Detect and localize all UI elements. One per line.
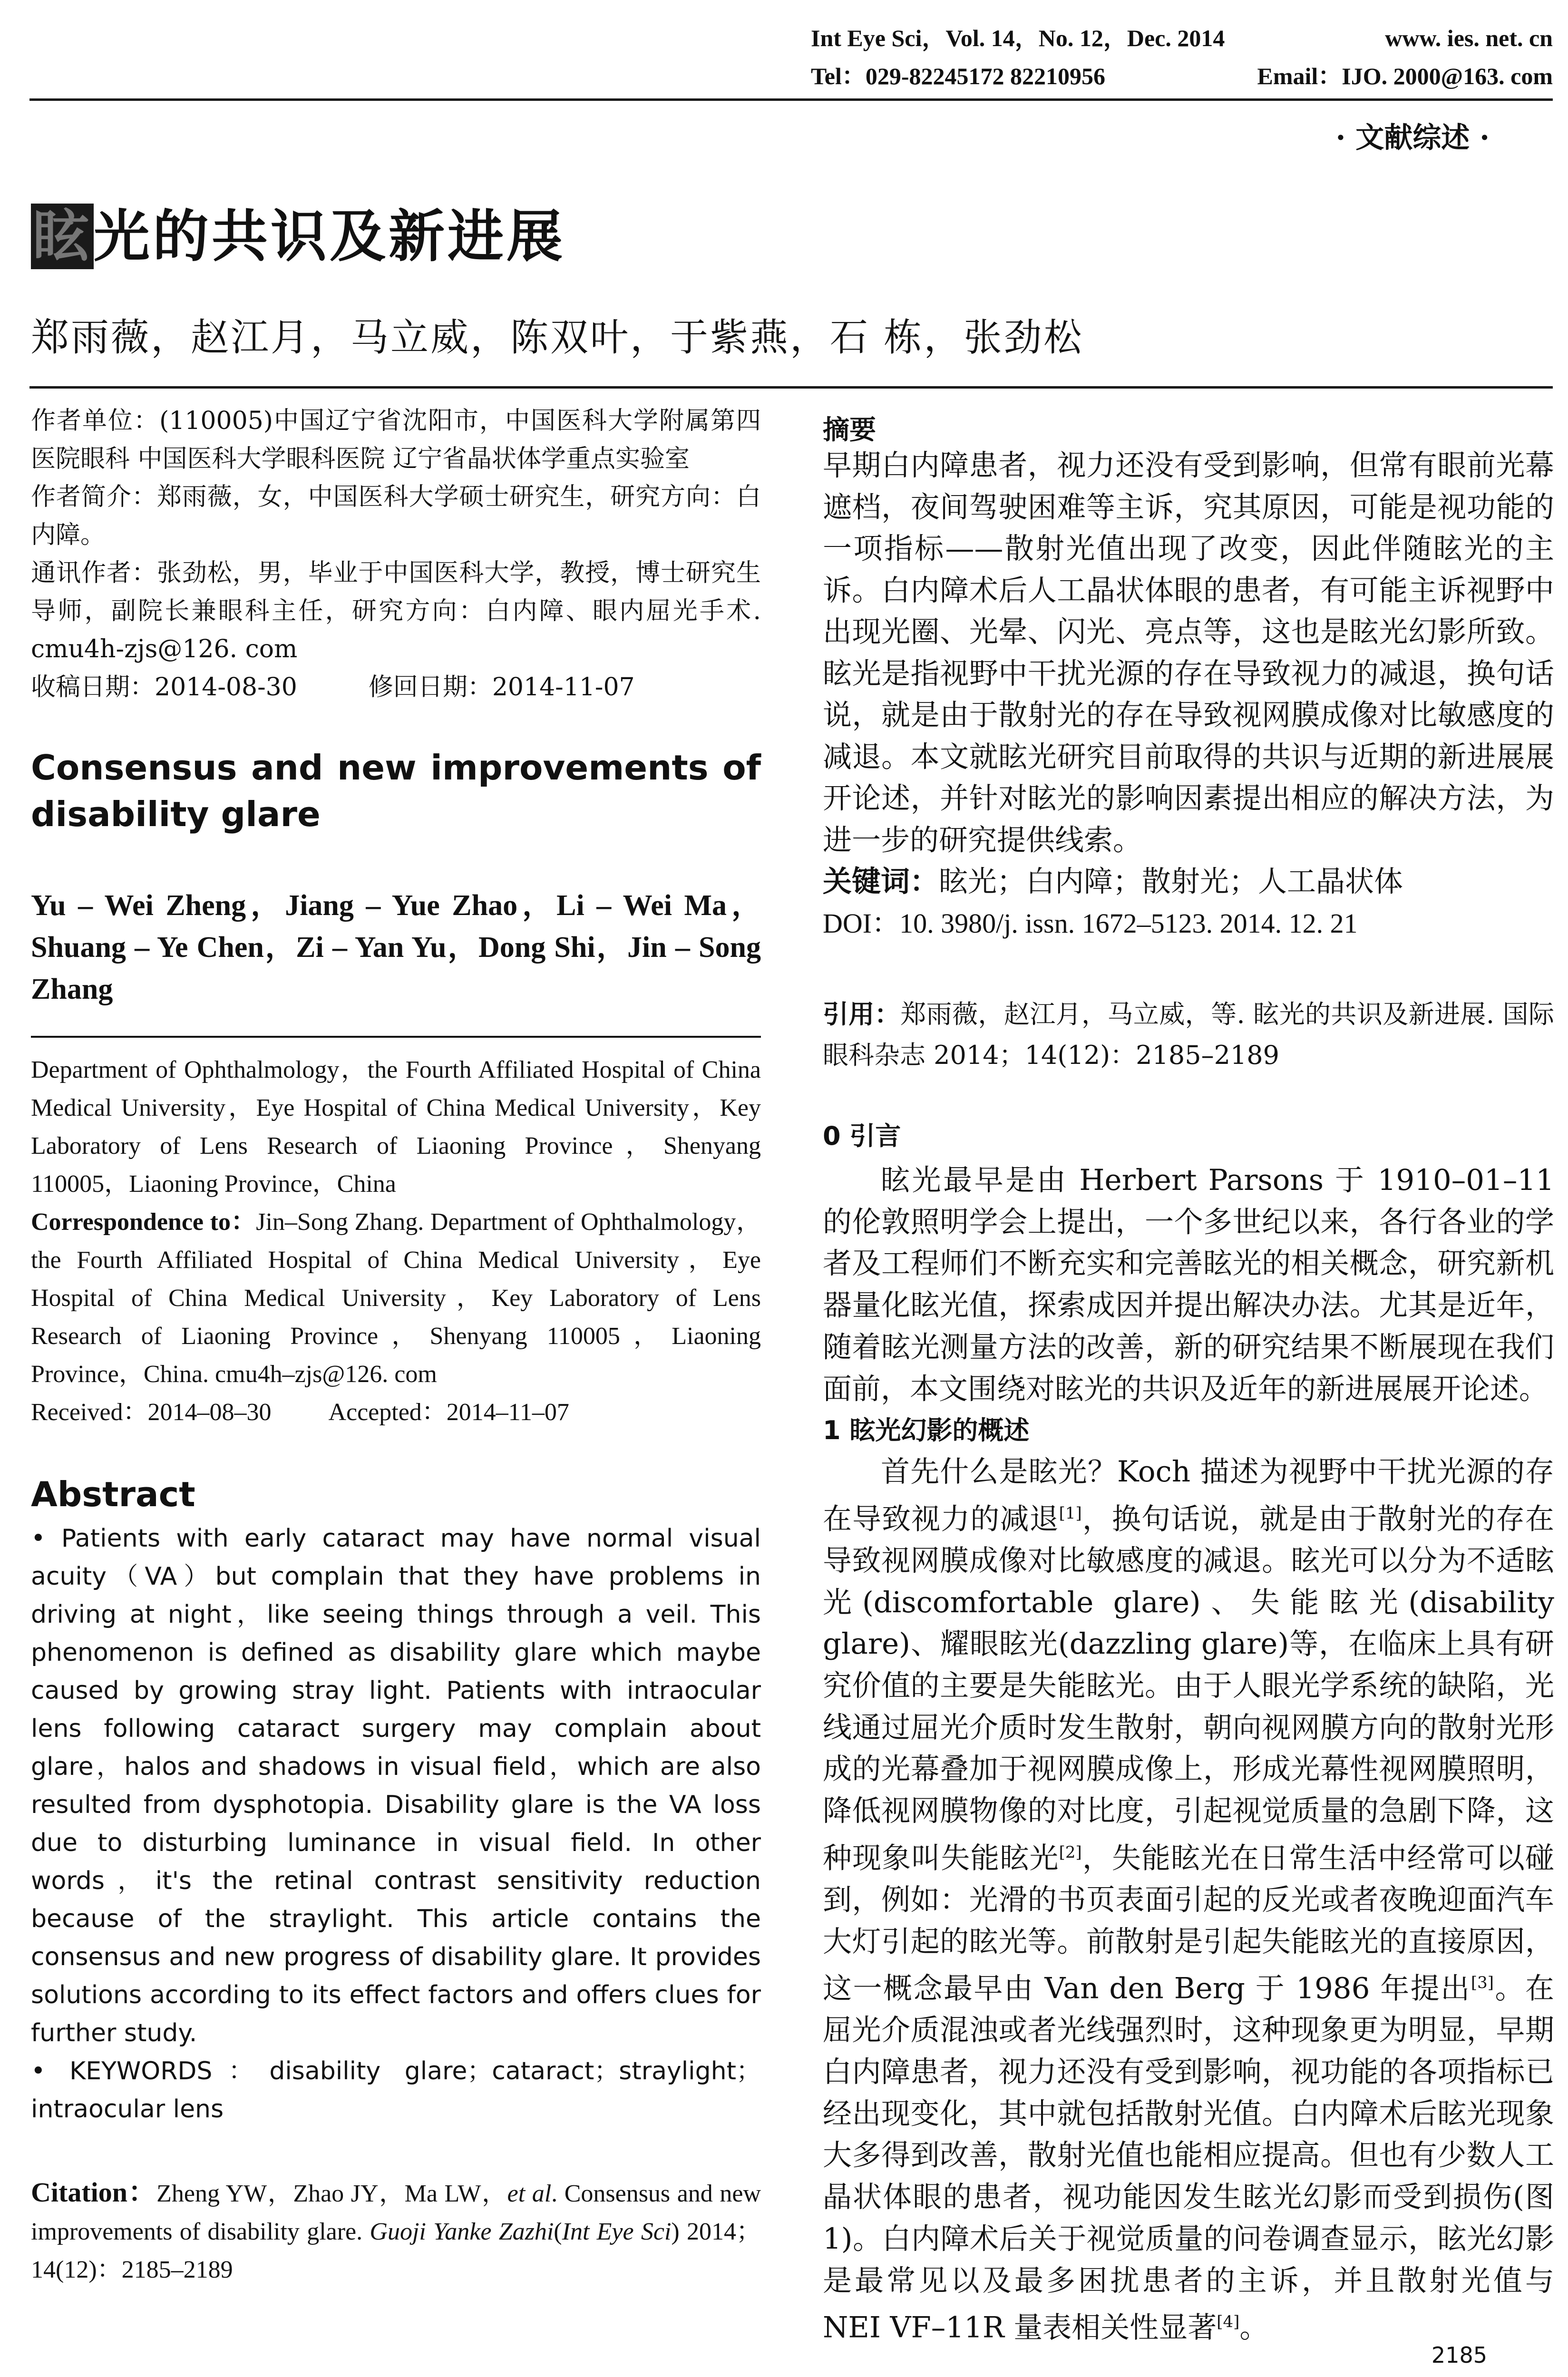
- citation-journal-abbr: Int Eye Sci: [562, 2218, 672, 2245]
- received-date-cn: 收稿日期：2014-08-30: [31, 673, 297, 701]
- revised-date-cn: 修回日期：2014-11-07: [368, 673, 635, 701]
- section-1-part-a: 首先什么是眩光？Koch 描述为视野中干扰光源的存在导致视力的减退: [823, 1455, 1554, 1536]
- authors-cn: 郑雨薇，赵江月，马立威，陈双叶，于紫燕，石 栋，张劲松: [31, 315, 1084, 360]
- abstract-text: • Patients with early cataract may have normal visual acuity（VA）but complain that they have problems in driving at night，like seeing things through a veil. This phenomenon is defined as disability glare which maybe caused by growing stray light. Patients with intraocular lens following cataract surgery may complain about glare，halos and shadows in visual field，which are also resulted from dysphotopia. Disability glare is the VA loss due to disturbing luminance in visual field. In other words，it's the retinal contrast sensitivity reduction because of the straylight. This article contains the consensus and new progress of disability glare. It provides solutions according to its effect factors and offers clues for further study.: [31, 1524, 761, 2047]
- section-1-text: [823, 1451, 1554, 2348]
- author-info-cn: [31, 402, 761, 706]
- citation-journal: Guoji Yanke Zazhi: [370, 2218, 554, 2245]
- section-1-part-d: 。在屈光介质混浊或者光线强烈时，这种现象更为明显，早期白内障患者，视力还没有受到影响，视功能的各项指标已经出现变化，其中就包括散射光值。白内障术后眩光现象大多得到改善，散射光值也能相应提高。但也有少数人工晶状体眼的患者，视功能因发生眩光幻影而受到损伤(图 1)。白内障术后关于视觉质量的问卷调查显示，眩光幻影是最常见以及最多困扰患者的主诉，并且散射光值与 NEI VF–11R 量表相关性显著: [823, 1971, 1554, 2345]
- citation-cn-text: 郑雨薇，赵江月，马立威，等. 眩光的共识及新进展. 国际眼科杂志 2014；14(12)：2185–2189: [823, 999, 1554, 1070]
- author-bio: 作者简介：郑雨薇，女，中国医科大学硕士研究生，研究方向：白内障。: [31, 483, 761, 549]
- section-0-heading: 0 引言: [823, 1121, 901, 1151]
- citation-label: Citation：: [31, 2177, 157, 2208]
- citation-etal: et al: [507, 2180, 552, 2207]
- accepted-date-en: Accepted：2014–11–07: [328, 1399, 569, 1426]
- dates-cn: [31, 668, 761, 706]
- keywords-cn-label: 关键词：: [823, 865, 939, 898]
- dates-en: [31, 1393, 761, 1432]
- ref-4[interactable]: [4]: [1217, 2312, 1240, 2332]
- abstract-cn: [823, 445, 1554, 944]
- english-authors-rule: [31, 1036, 761, 1038]
- section-0-text: 眩光最早是由 Herbert Parsons 于 1910–01–11 的伦敦照明学会上提出，一个多世纪以来，各行各业的学者及工程师们不断充实和完善眩光的相关概念，研究新机器量化眩光值，探索成因并提出解决办法。尤其是近年，随着眩光测量方法的改善，新的研究结果不断展现在我们面前，本文围绕对眩光的共识及近年的新进展展开论述。: [823, 1163, 1554, 1406]
- abstract-cn-heading: 摘要: [823, 415, 876, 446]
- title-first-char: 眩: [31, 204, 94, 269]
- abstract-heading: Abstract: [31, 1474, 195, 1514]
- doi[interactable]: DOI：10. 3980/j. issn. 1672–5123. 2014. 12. 21: [823, 907, 1358, 939]
- ref-3[interactable]: [3]: [1471, 1973, 1494, 1993]
- header-rule: [29, 98, 1553, 101]
- citation-title: . Consensus and new improvements of disability glare.: [31, 2180, 761, 2245]
- journal-tel: Tel：029-82245172 82210956: [811, 63, 1105, 89]
- correspondence: [31, 1203, 761, 1393]
- journal-email[interactable]: Email：IJO. 2000@163. com: [1257, 63, 1553, 89]
- page-number: 2185: [1431, 2342, 1487, 2368]
- section-1-heading: 1 眩光幻影的概述: [823, 1415, 1030, 1446]
- abstract-cn-text: 早期白内障患者，视力还没有受到影响，但常有眼前光幕遮档，夜间驾驶困难等主诉，究其原因，可能是视功能的一项指标——散射光值出现了改变，因此伴随眩光的主诉。白内障术后人工晶状体眼的患者，有可能主诉视野中出现光圈、光晕、闪光、亮点等，这也是眩光幻影所致。眩光是指视野中干扰光源的存在导致视力的减退，换句话说，就是由于散射光的存在导致视网膜成像对比敏感度的减退。本文就眩光研究目前取得的共识与近期的新进展展开论述，并针对眩光的影响因素提出相应的解决方法，为进一步的研究提供线索。: [823, 448, 1554, 857]
- section-1-part-b: ，换句话说，就是由于散射光的存在导致视网膜成像对比敏感度的减退。眩光可以分为不适眩光(discomfortable glare)、失能眩光(disability glare)、耀眼眩光(dazzling glare)等，在临床上具有研究价值的主要是失能眩光。由于人眼光学系统的缺陷，光线通过屈光介质时发生散射，朝向视网膜方向的散射光形成的光幕叠加于视网膜成像上，形成光幕性视网膜照明，降低视网膜物像的对比度，引起视觉质量的急剧下降，这种现象叫失能眩光: [823, 1502, 1554, 1875]
- citation-volume: 2014；14(12)：2185–2189: [31, 2218, 761, 2283]
- title-rule: [29, 386, 1553, 389]
- english-title: Consensus and new improvements of disability glare: [31, 748, 761, 834]
- citation-en: Citation：Zheng YW，Zhao JY，Ma LW，et al. Consensus and new improvements of disability glare. Guoji Yanke Zazhi(Int Eye Sci) 2014；14(12)：2185–2189: [31, 2177, 761, 2283]
- journal-website[interactable]: www. ies. net. cn: [1385, 25, 1553, 51]
- section-1-part-c: ，失能眩光在日常生活中经常可以碰到，例如：光滑的书页表面引起的反光或者夜晚迎面汽车大灯引起的眩光等。前散射是引起失能眩光的直接原因，这一概念最早由 Van den Berg 于 1986 年提出: [823, 1841, 1554, 2006]
- section-1-part-e: 。: [1239, 2310, 1269, 2345]
- keywords-cn-text: 眩光；白内障；散射光；人工晶状体: [939, 865, 1403, 898]
- body-cn: [823, 1115, 1554, 2348]
- citation-authors: Zheng YW，Zhao JY，Ma LW，: [156, 2180, 507, 2207]
- section-tag: · 文献综述 ·: [1335, 121, 1490, 155]
- ref-2[interactable]: [2]: [1059, 1842, 1082, 1862]
- correspondence-label: Correspondence to：: [31, 1208, 256, 1236]
- running-header: [811, 19, 1553, 95]
- english-affiliation-block: [31, 1051, 761, 1432]
- author-unit: 作者单位：(110005)中国辽宁省沈阳市，中国医科大学附属第四医院眼科 中国医科大学眼科医院 辽宁省晶状体学重点实验室: [31, 407, 761, 473]
- keywords-en: • KEYWORDS：disability glare；cataract；straylight；intraocular lens: [31, 2057, 761, 2124]
- received-date-en: Received：2014–08–30: [31, 1399, 272, 1426]
- corresponding-author: 通讯作者：张劲松，男，毕业于中国医科大学，教授，博士研究生导师，副院长兼眼科主任，研究方向：白内障、眼内屈光手术. cmu4h-zjs@126. com: [31, 559, 761, 663]
- journal-info: Int Eye Sci，Vol. 14，No. 12，Dec. 2014: [811, 25, 1225, 51]
- article-title: [31, 201, 565, 272]
- citation-cn-label: 引用：: [823, 999, 901, 1029]
- title-rest: 光的共识及新进展: [94, 204, 566, 269]
- citation-cn: [823, 994, 1554, 1076]
- ref-1[interactable]: [1]: [1059, 1503, 1082, 1523]
- keywords-cn: [823, 861, 1554, 903]
- english-affiliation: Department of Ophthalmology，the Fourth Affiliated Hospital of China Medical University，Eye Hospital of China Medical University，Key Laboratory of Lens Research of Liaoning Province，Shenyang 110005，Liaoning Province，China: [31, 1056, 761, 1198]
- abstract-en: [31, 1520, 761, 2128]
- correspondence-text: Jin–Song Zhang. Department of Ophthalmology，the Fourth Affiliated Hospital of China Medical University，Eye Hospital of China Medical University，Key Laboratory of Lens Research of Liaoning Province，Shenyang 110005，Liaoning Province，China. cmu4h–zjs@126. com: [31, 1208, 761, 1388]
- english-authors: Yu – Wei Zheng，Jiang – Yue Zhao，Li – Wei Ma，Shuang – Ye Chen，Zi – Yan Yu，Dong Shi，Jin – Song Zhang: [31, 889, 761, 1005]
